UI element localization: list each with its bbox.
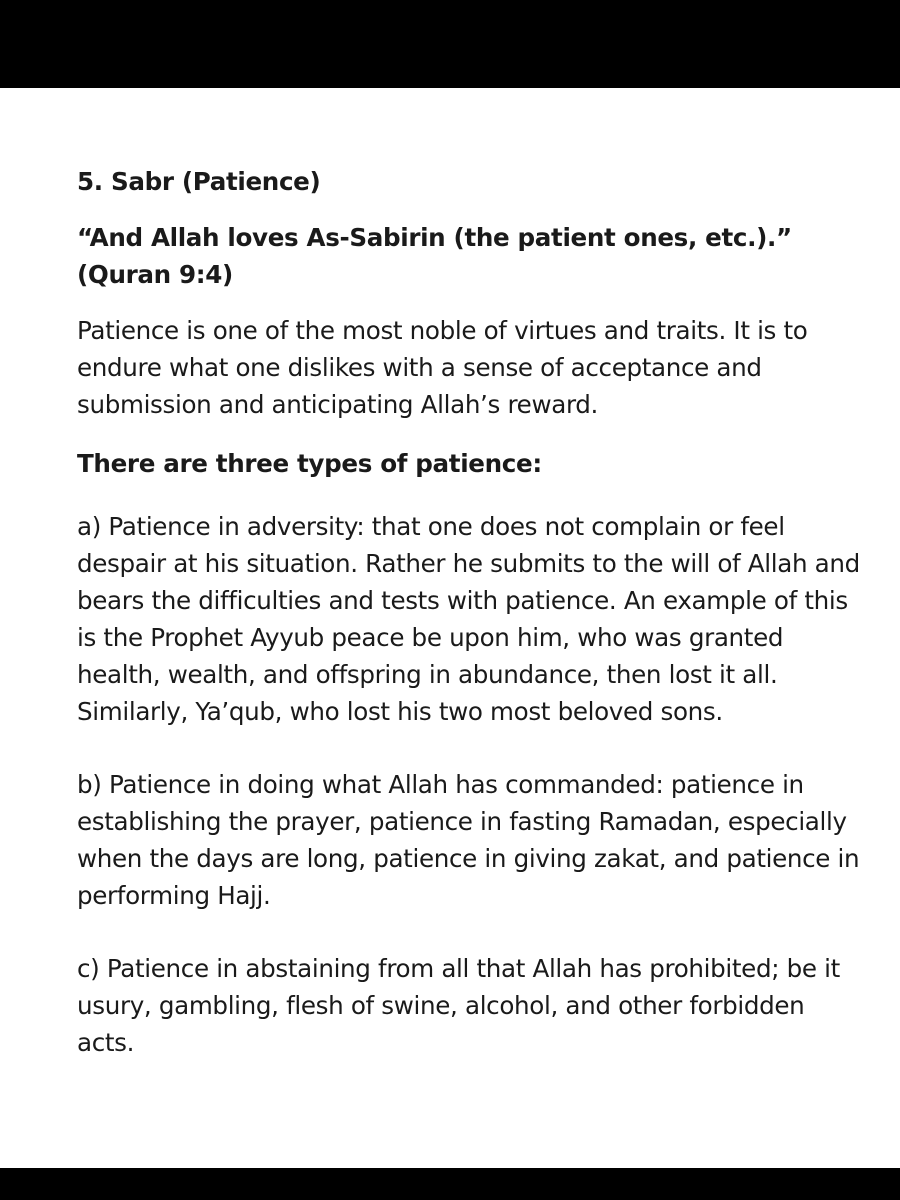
section-heading: 5. Sabr (Patience)	[77, 167, 321, 196]
types-heading: There are three types of patience:	[77, 449, 542, 478]
intro-paragraph: Patience is one of the most noble of virtues and traits. It is to endure what one dislikes with a sense of acceptance and submission and anticipating Allah’s reward.	[77, 316, 808, 419]
bottom-black-bar	[0, 1168, 900, 1200]
type-c-paragraph: c) Patience in abstaining from all that Allah has prohibited; be it usury, gambling, flesh of swine, alcohol, and other forbidden acts.	[77, 954, 840, 1057]
document-content	[77, 163, 867, 1097]
type-a-paragraph: a) Patience in adversity: that one does not complain or feel despair at his situation. Rather he submits to the will of Allah and bears the difficulties and tests with patience. An example of this is the Prophet Ayyub peace be upon him, who was granted health, wealth, and offspring in abundance, then lost it all. Similarly, Ya’qub, who lost his two most beloved sons.	[77, 512, 860, 726]
type-b-paragraph: b) Patience in doing what Allah has commanded: patience in establishing the prayer, patience in fasting Ramadan, especially when the days are long, patience in giving zakat, and patience in performing Hajj.	[77, 770, 860, 910]
top-black-bar	[0, 0, 900, 88]
quran-quote: “And Allah loves As-Sabirin (the patient ones, etc.).” (Quran 9:4)	[77, 223, 792, 289]
document-page	[0, 88, 900, 1168]
